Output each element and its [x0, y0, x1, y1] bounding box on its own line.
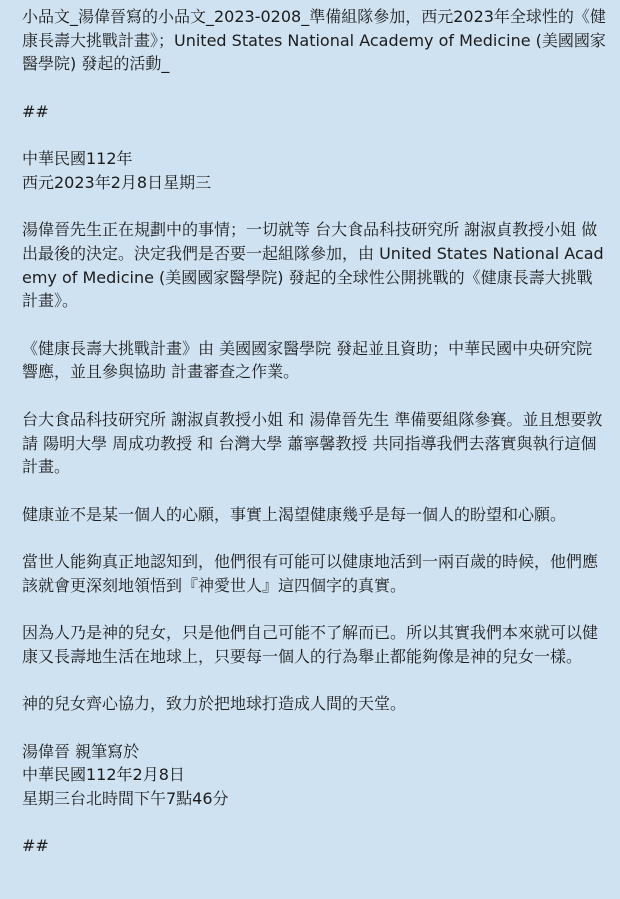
- blank-line: [22, 313, 606, 337]
- signature-time: 星期三台北時間下午7點46分: [22, 789, 229, 809]
- intro-paragraph: 小品文_湯偉晉寫的小品文_2023-0208_準備組隊參加，西元2023年全球性的《健康長壽大挑戰計畫》；United States National Academy of Medicine (美國國家醫學院) 發起的活動_: [22, 7, 606, 74]
- blank-line: [22, 384, 606, 408]
- paragraph-sponsor: 《健康長壽大挑戰計畫》由 美國國家醫學院 發起並且資助；中華民國中央研究院 響應，並且參與協助 計畫審查之作業。: [22, 338, 598, 382]
- blank-line: [22, 76, 606, 100]
- blank-line: [22, 669, 606, 693]
- paragraph-heaven-on-earth: 神的兒女齊心協力，致力於把地球打造成人間的天堂。: [22, 694, 407, 714]
- blank-line: [22, 195, 606, 219]
- blank-line: [22, 124, 606, 148]
- date-western: 西元2023年2月8日星期三: [22, 172, 212, 192]
- paragraph-children-of-god: 因為人乃是神的兒女，只是他們自己可能不了解而已。所以其實我們本來就可以健康又長壽地生活在地球上，只要每一個人的行為舉止都能夠像是神的兒女一樣。: [22, 623, 599, 666]
- blank-line: [22, 716, 606, 740]
- blank-line: [22, 811, 606, 835]
- signature-date: 中華民國112年2月8日: [22, 765, 185, 785]
- blank-line: [22, 526, 606, 550]
- date-roc: 中華民國112年: [22, 149, 133, 169]
- paragraph-longevity: 當世人能夠真正地認知到，他們很有可能可以健康地活到一兩百歲的時候，他們應該就會更深刻地領悟到『神愛世人』這四個字的真實。: [22, 552, 599, 595]
- paragraph-team: 台大食品科技研究所 謝淑貞教授小姐 和 湯偉晉先生 準備要組隊參賽。並且想要敦請 陽明大學 周成功教授 和 台灣大學 蕭寧馨教授 共同指導我們去落實與執行這個計畫。: [22, 409, 603, 477]
- blank-line: [22, 597, 606, 621]
- blank-line: [22, 479, 606, 503]
- signature-line: 湯偉晉 親筆寫於: [22, 741, 140, 761]
- paragraph-health-wish: 健康並不是某一個人的心願，事實上渴望健康幾乎是每一個人的盼望和心願。: [22, 504, 567, 524]
- separator-top: ##: [22, 101, 49, 121]
- separator-bottom: ##: [22, 836, 49, 856]
- paragraph-planning: 湯偉晉先生正在規劃中的事情；一切就等 台大食品科技研究所 謝淑貞教授小姐 做出最後的決定。決定我們是否要一起組隊參加，由 United States National Academy of Medicine (美國國家醫學院) 發起的全球性公開挑戰的《健康長壽大挑戰計畫》。: [22, 220, 604, 311]
